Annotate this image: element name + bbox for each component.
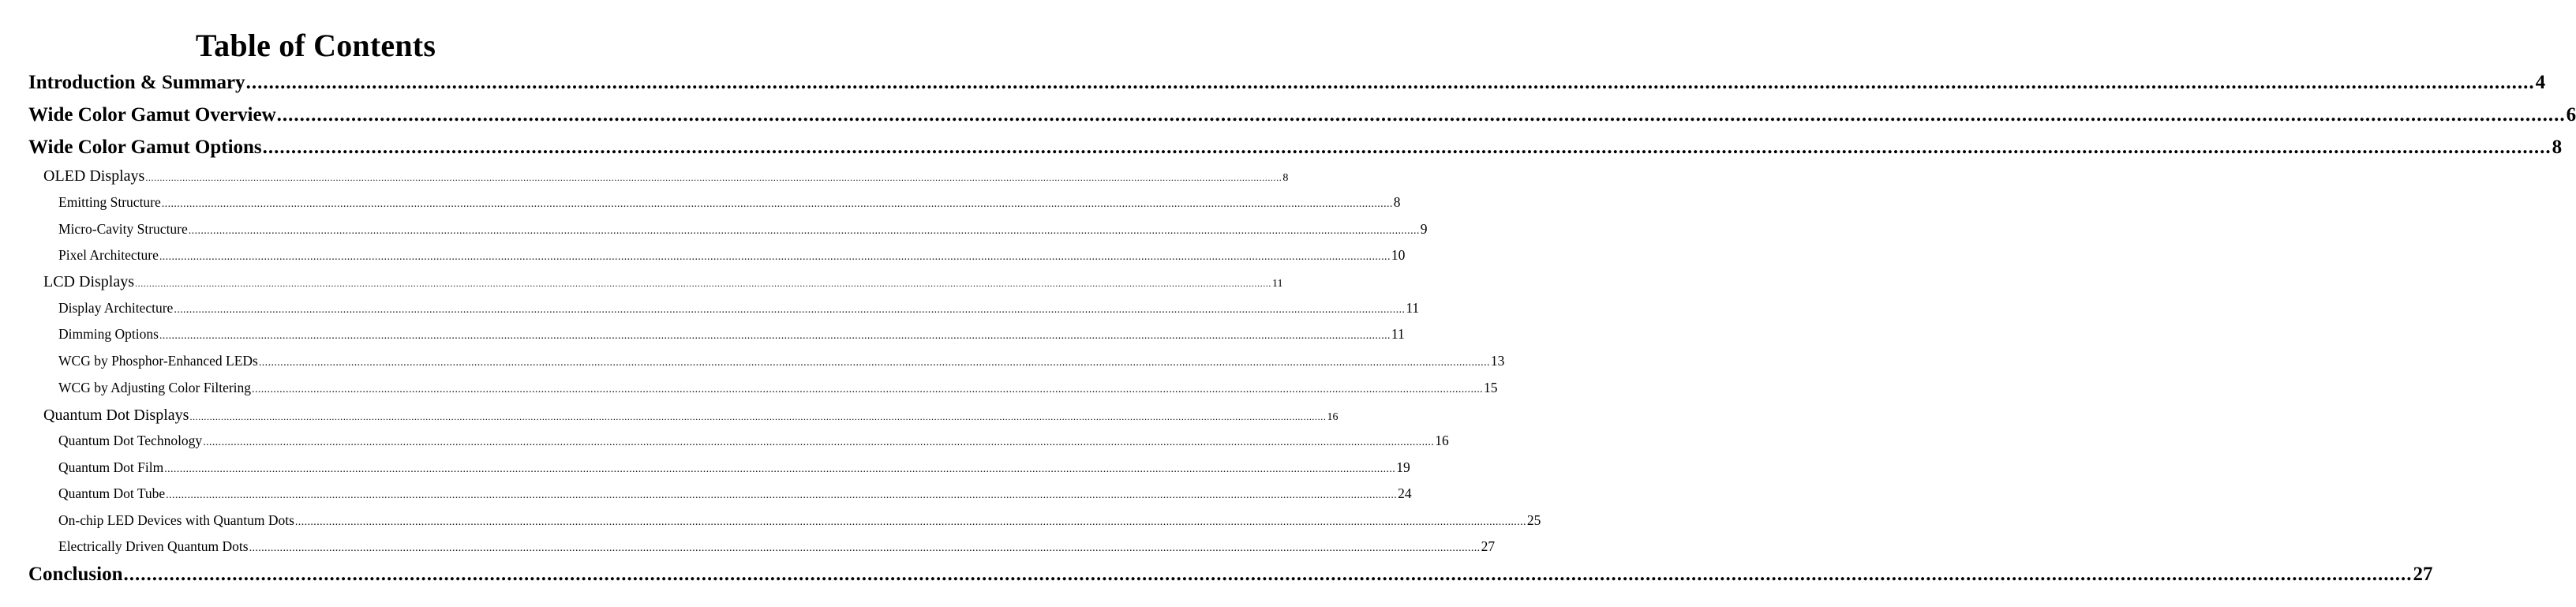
toc-entry-display-architecture[interactable] bbox=[58, 298, 1420, 317]
dot-leader: ................................................................................................................................................................................................................................................................................................................................................................................................................ bbox=[161, 198, 1393, 210]
toc-entry-label: Electrically Driven Quantum Dots bbox=[58, 538, 249, 554]
toc-entry-page-number: 8 bbox=[1393, 194, 1401, 210]
dot-leader: ................................................................................................................................................................................................................................................................................................................................................................................................................ bbox=[245, 72, 2535, 93]
toc-entry-introduction-and-summary[interactable] bbox=[28, 71, 2546, 95]
toc-entry-conclusion[interactable] bbox=[28, 563, 2433, 586]
toc-entry-label: Wide Color Gamut Options bbox=[28, 137, 262, 158]
toc-entry-lcd-displays[interactable] bbox=[43, 272, 1283, 292]
dot-leader: ................................................................................................................................................................................................................................................................................................................................................................................................................ bbox=[258, 357, 1490, 369]
toc-entry-page-number: 25 bbox=[1526, 512, 1541, 528]
toc-entry-page-number: 24 bbox=[1398, 485, 1412, 501]
toc-entry-page-number: 27 bbox=[2413, 564, 2433, 585]
toc-entry-electrically-driven-quantum-dots[interactable] bbox=[58, 537, 1496, 556]
toc-entry-page-number: 11 bbox=[1391, 326, 1405, 342]
toc-entry-label: Display Architecture bbox=[58, 300, 174, 316]
dot-leader: ................................................................................................................................................................................................................................................................................................................................................................................................................ bbox=[174, 304, 1406, 316]
dot-leader: ................................................................................................................................................................................................................................................................................................................................................................................................................ bbox=[276, 104, 2566, 126]
toc-entry-quantum-dot-displays[interactable] bbox=[43, 405, 1339, 425]
toc-entry-quantum-dot-film[interactable] bbox=[58, 458, 1410, 477]
toc-entry-quantum-dot-tube[interactable] bbox=[58, 484, 1412, 503]
toc-entry-label: Dimming Options bbox=[58, 326, 159, 342]
toc-entry-wcg-by-adjusting-color-filtering[interactable] bbox=[58, 378, 1498, 397]
toc-entry-page-number: 4 bbox=[2535, 72, 2546, 93]
toc-entry-micro-cavity-structure[interactable] bbox=[58, 219, 1428, 238]
toc-entry-label: OLED Displays bbox=[43, 167, 145, 185]
toc-entry-page-number: 6 bbox=[2566, 104, 2576, 126]
toc-entry-page-number: 27 bbox=[1481, 538, 1496, 554]
toc-entry-page-number: 13 bbox=[1490, 353, 1505, 369]
toc-entry-page-number: 8 bbox=[2552, 137, 2563, 158]
dot-leader: ................................................................................................................................................................................................................................................................................................................................................................................................................ bbox=[262, 137, 2552, 158]
toc-entry-page-number: 11 bbox=[1406, 300, 1420, 316]
dot-leader: ................................................................................................................................................................................................................................................................................................................................................................................................................ bbox=[294, 516, 1526, 528]
toc-entry-label: Pixel Architecture bbox=[58, 247, 159, 263]
toc-entry-wcg-by-phosphor-enhanced-leds[interactable] bbox=[58, 351, 1505, 370]
toc-entry-page-number: 19 bbox=[1396, 459, 1410, 475]
toc-entry-emitting-structure[interactable] bbox=[58, 193, 1401, 212]
toc-entry-page-number: 16 bbox=[1327, 411, 1339, 423]
toc-entry-label: WCG by Adjusting Color Filtering bbox=[58, 380, 252, 395]
toc-entry-dimming-options[interactable] bbox=[58, 324, 1405, 343]
page-title: Table of Contents bbox=[195, 28, 436, 63]
toc-entry-label: Quantum Dot Displays bbox=[43, 407, 189, 424]
dot-leader: ................................................................................................................................................................................................................................................................................................................................................................................................................ bbox=[252, 384, 1484, 395]
toc-entry-page-number: 15 bbox=[1484, 380, 1498, 395]
dot-leader: ................................................................................................................................................................................................................................................................................................................................................................................................................ bbox=[189, 411, 1327, 422]
dot-leader: ................................................................................................................................................................................................................................................................................................................................................................................................................ bbox=[159, 251, 1391, 263]
toc-entry-label: Quantum Dot Tube bbox=[58, 485, 166, 501]
toc-entry-quantum-dot-technology[interactable] bbox=[58, 431, 1449, 450]
toc-entry-oled-displays[interactable] bbox=[43, 166, 1289, 186]
toc-entry-label: Quantum Dot Film bbox=[58, 459, 164, 475]
toc-entry-page-number: 10 bbox=[1391, 247, 1406, 263]
toc-entry-label: Micro-Cavity Structure bbox=[58, 221, 188, 237]
toc-entry-page-number: 9 bbox=[1420, 221, 1428, 237]
toc-entry-label: On-chip LED Devices with Quantum Dots bbox=[58, 512, 294, 528]
dot-leader: ................................................................................................................................................................................................................................................................................................................................................................................................................ bbox=[166, 489, 1398, 501]
toc-entry-wide-color-gamut-options[interactable] bbox=[28, 136, 2563, 159]
dot-leader: ................................................................................................................................................................................................................................................................................................................................................................................................................ bbox=[188, 225, 1420, 237]
toc-entry-label: Wide Color Gamut Overview bbox=[28, 104, 276, 126]
toc-entry-page-number: 8 bbox=[1282, 172, 1289, 184]
dot-leader: ................................................................................................................................................................................................................................................................................................................................................................................................................ bbox=[145, 172, 1282, 183]
dot-leader: ................................................................................................................................................................................................................................................................................................................................................................................................................ bbox=[135, 278, 1271, 289]
toc-entry-label: Quantum Dot Technology bbox=[58, 433, 203, 448]
toc-entry-label: Emitting Structure bbox=[58, 194, 161, 210]
toc-entry-label: WCG by Phosphor-Enhanced LEDs bbox=[58, 353, 258, 369]
toc-entry-label: Conclusion bbox=[28, 564, 123, 585]
toc-entry-page-number: 11 bbox=[1272, 278, 1283, 290]
toc-entry-wide-color-gamut-overview[interactable] bbox=[28, 103, 2576, 127]
dot-leader: ................................................................................................................................................................................................................................................................................................................................................................................................................ bbox=[249, 542, 1481, 554]
dot-leader: ................................................................................................................................................................................................................................................................................................................................................................................................................ bbox=[164, 463, 1396, 475]
toc-entry-page-number: 16 bbox=[1435, 433, 1449, 448]
toc-entry-on-chip-led-devices-with-quantum-dots[interactable] bbox=[58, 511, 1541, 530]
dot-leader: ................................................................................................................................................................................................................................................................................................................................................................................................................ bbox=[159, 330, 1391, 342]
toc-entry-label: Introduction & Summary bbox=[28, 72, 245, 93]
dot-leader: ................................................................................................................................................................................................................................................................................................................................................................................................................ bbox=[123, 564, 2413, 585]
toc-entry-pixel-architecture[interactable] bbox=[58, 245, 1406, 264]
dot-leader: ................................................................................................................................................................................................................................................................................................................................................................................................................ bbox=[203, 437, 1435, 448]
toc-entry-label: LCD Displays bbox=[43, 273, 134, 290]
